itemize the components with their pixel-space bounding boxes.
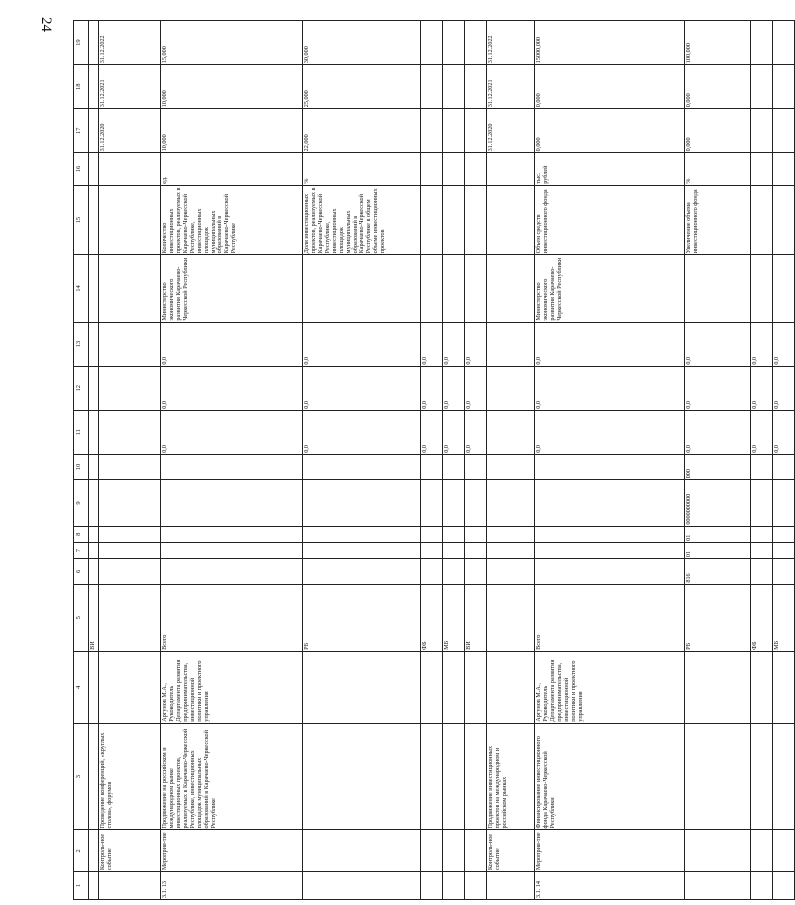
column-header-11: 11 — [74, 410, 89, 454]
cell-col-7 — [442, 542, 464, 558]
cell-col-11: 0,0 — [684, 410, 750, 454]
cell-col-9 — [772, 480, 794, 526]
cell-col-19: 15,000 — [160, 21, 302, 65]
table-row — [534, 21, 684, 900]
program-measures-table — [73, 20, 795, 900]
cell-col-13: 0,0 — [684, 322, 750, 366]
cell-col-1 — [684, 872, 750, 900]
cell-col-7 — [534, 542, 684, 558]
cell-col-16 — [420, 153, 442, 185]
cell-col-1 — [772, 872, 794, 900]
cell-col-13: 0,0 — [442, 322, 464, 366]
cell-col-8 — [442, 526, 464, 542]
cell-col-9 — [442, 480, 464, 526]
cell-col-5 — [486, 584, 534, 651]
cell-col-19: 15000,000 — [534, 21, 684, 65]
cell-col-7 — [464, 542, 486, 558]
column-header-9: 9 — [74, 480, 89, 526]
cell-col-4: Аргунов М.А., Руководитель Департамента развития предпринимательства, инвестиционной политики и проектного управления — [534, 651, 684, 723]
cell-col-2: Контроль-ное событие — [98, 830, 160, 872]
cell-col-16 — [442, 153, 464, 185]
column-header-3: 3 — [74, 723, 89, 830]
cell-col-5: ФБ — [420, 584, 442, 651]
cell-col-2 — [464, 830, 486, 872]
cell-col-6 — [89, 559, 99, 585]
cell-col-14 — [420, 255, 442, 322]
cell-col-9 — [486, 480, 534, 526]
cell-col-8 — [89, 526, 99, 542]
rotated-table-page — [73, 20, 780, 900]
cell-col-4 — [442, 651, 464, 723]
cell-col-15 — [464, 185, 486, 255]
table-row — [98, 21, 160, 900]
cell-col-19 — [750, 21, 772, 65]
cell-col-13: 0,0 — [302, 322, 420, 366]
cell-col-10 — [772, 454, 794, 480]
cell-col-12: 0,0 — [534, 366, 684, 410]
table-row — [684, 21, 750, 900]
cell-col-16: тыс. рублей — [534, 153, 684, 185]
cell-col-17 — [420, 109, 442, 153]
cell-col-15 — [89, 185, 99, 255]
cell-col-8 — [98, 526, 160, 542]
cell-col-1 — [98, 872, 160, 900]
cell-col-7 — [302, 542, 420, 558]
cell-col-1: 3.1. 14 — [534, 872, 684, 900]
cell-col-8 — [534, 526, 684, 542]
cell-col-12: 0,0 — [160, 366, 302, 410]
cell-col-12: 0,0 — [302, 366, 420, 410]
cell-col-8: 01 — [684, 526, 750, 542]
cell-col-10 — [160, 454, 302, 480]
cell-col-3: Финансирование инвестиционного фонда Карачаево-Черкесской Республики — [534, 723, 684, 830]
cell-col-9 — [160, 480, 302, 526]
cell-col-2 — [684, 830, 750, 872]
cell-col-18: 25,000 — [302, 65, 420, 109]
cell-col-4 — [98, 651, 160, 723]
cell-col-5 — [98, 584, 160, 651]
cell-col-1: 3.1. 13 — [160, 872, 302, 900]
cell-col-17 — [89, 109, 99, 153]
cell-col-14 — [302, 255, 420, 322]
cell-col-14 — [486, 255, 534, 322]
cell-col-15: Объем средств инвестиционного фонда — [534, 185, 684, 255]
cell-col-18: 10,000 — [160, 65, 302, 109]
cell-col-1 — [464, 872, 486, 900]
cell-col-5: РБ — [684, 584, 750, 651]
cell-col-10 — [486, 454, 534, 480]
column-header-15: 15 — [74, 185, 89, 255]
cell-col-7 — [486, 542, 534, 558]
cell-col-1 — [442, 872, 464, 900]
cell-col-19: 31.12.2022 — [98, 21, 160, 65]
cell-col-2: Мероприя-тие — [160, 830, 302, 872]
cell-col-9 — [534, 480, 684, 526]
cell-col-2 — [772, 830, 794, 872]
cell-col-4 — [486, 651, 534, 723]
cell-col-14 — [750, 255, 772, 322]
cell-col-3 — [684, 723, 750, 830]
cell-col-15 — [486, 185, 534, 255]
cell-col-18: 0,000 — [684, 65, 750, 109]
cell-col-11: 0,0 — [160, 410, 302, 454]
cell-col-3: Продвижение инвестиционных проектов на международном и российском рынках — [486, 723, 534, 830]
cell-col-9 — [89, 480, 99, 526]
cell-col-5: Всего — [534, 584, 684, 651]
cell-col-6 — [534, 559, 684, 585]
cell-col-13: 0,0 — [464, 322, 486, 366]
cell-col-10 — [464, 454, 486, 480]
cell-col-6: 816 — [684, 559, 750, 585]
cell-col-3 — [464, 723, 486, 830]
cell-col-2: Мероприя-тие — [534, 830, 684, 872]
cell-col-12: 0,0 — [464, 366, 486, 410]
column-header-14: 14 — [74, 255, 89, 322]
cell-col-15 — [420, 185, 442, 255]
cell-col-16: % — [684, 153, 750, 185]
cell-col-10 — [442, 454, 464, 480]
column-header-10: 10 — [74, 454, 89, 480]
cell-col-11 — [486, 410, 534, 454]
cell-col-12 — [486, 366, 534, 410]
cell-col-13: 0,0 — [420, 322, 442, 366]
cell-col-16: % — [302, 153, 420, 185]
cell-col-8 — [750, 526, 772, 542]
cell-col-4 — [750, 651, 772, 723]
cell-col-4 — [772, 651, 794, 723]
cell-col-2 — [420, 830, 442, 872]
cell-col-14: Министерство экономического развития Карачаево-Черкесской Республики — [534, 255, 684, 322]
cell-col-13: 0,0 — [750, 322, 772, 366]
column-header-12: 12 — [74, 366, 89, 410]
cell-col-14 — [442, 255, 464, 322]
cell-col-6 — [302, 559, 420, 585]
cell-col-7 — [750, 542, 772, 558]
cell-col-6 — [420, 559, 442, 585]
cell-col-12: 0,0 — [772, 366, 794, 410]
cell-col-5: ФБ — [750, 584, 772, 651]
cell-col-9 — [750, 480, 772, 526]
cell-col-9 — [420, 480, 442, 526]
cell-col-17: 0,000 — [534, 109, 684, 153]
cell-col-8 — [160, 526, 302, 542]
cell-col-17: 10,000 — [160, 109, 302, 153]
cell-col-16 — [464, 153, 486, 185]
cell-col-8 — [772, 526, 794, 542]
cell-col-5: РБ — [302, 584, 420, 651]
cell-col-13: 0,0 — [772, 322, 794, 366]
cell-col-8 — [464, 526, 486, 542]
cell-col-3 — [772, 723, 794, 830]
cell-col-17 — [442, 109, 464, 153]
cell-col-2 — [442, 830, 464, 872]
cell-col-19 — [420, 21, 442, 65]
cell-col-12: 0,0 — [684, 366, 750, 410]
cell-col-14 — [464, 255, 486, 322]
cell-col-18 — [89, 65, 99, 109]
cell-col-13 — [89, 322, 99, 366]
cell-col-1 — [750, 872, 772, 900]
cell-col-10 — [420, 454, 442, 480]
cell-col-6 — [772, 559, 794, 585]
cell-col-3 — [420, 723, 442, 830]
cell-col-17: 0,000 — [684, 109, 750, 153]
cell-col-12: 0,0 — [442, 366, 464, 410]
cell-col-11: 0,0 — [302, 410, 420, 454]
cell-col-19 — [772, 21, 794, 65]
cell-col-14 — [772, 255, 794, 322]
cell-col-10 — [750, 454, 772, 480]
cell-col-2 — [750, 830, 772, 872]
page-number: 24 — [38, 17, 54, 32]
table-row — [750, 21, 772, 900]
cell-col-7 — [772, 542, 794, 558]
cell-col-5: Всего — [160, 584, 302, 651]
cell-col-4 — [302, 651, 420, 723]
header-row — [74, 21, 89, 900]
cell-col-11 — [98, 410, 160, 454]
cell-col-8 — [486, 526, 534, 542]
cell-col-17 — [772, 109, 794, 153]
cell-col-18 — [420, 65, 442, 109]
cell-col-5: ВИ — [464, 584, 486, 651]
cell-col-2 — [302, 830, 420, 872]
table-row — [420, 21, 442, 900]
cell-col-12: 0,0 — [420, 366, 442, 410]
cell-col-3: Проведение конференций, «круглых столов», форумов — [98, 723, 160, 830]
column-header-16: 16 — [74, 153, 89, 185]
cell-col-7 — [89, 542, 99, 558]
cell-col-6 — [464, 559, 486, 585]
cell-col-4: Аргунов М.А., Руководитель Департамента развития предпринимательства, инвестиционной политики и проектного управления — [160, 651, 302, 723]
cell-col-18 — [464, 65, 486, 109]
cell-col-1 — [486, 872, 534, 900]
column-header-5: 5 — [74, 584, 89, 651]
column-header-19: 19 — [74, 21, 89, 65]
cell-col-9 — [302, 480, 420, 526]
cell-col-3 — [750, 723, 772, 830]
column-header-6: 6 — [74, 559, 89, 585]
column-header-8: 8 — [74, 526, 89, 542]
table-row — [442, 21, 464, 900]
cell-col-7 — [98, 542, 160, 558]
cell-col-19 — [89, 21, 99, 65]
cell-col-9: 0000000000 — [684, 480, 750, 526]
column-header-13: 13 — [74, 322, 89, 366]
cell-col-3 — [89, 723, 99, 830]
cell-col-13: 0,0 — [534, 322, 684, 366]
cell-col-13 — [486, 322, 534, 366]
table-row — [89, 21, 99, 900]
column-header-7: 7 — [74, 542, 89, 558]
column-header-18: 18 — [74, 65, 89, 109]
cell-col-5: МБ — [772, 584, 794, 651]
table-row — [302, 21, 420, 900]
cell-col-16: ед. — [160, 153, 302, 185]
cell-col-3: Продвижение на российском и международном рынке инвестиционных проектов, реализуемых в Карачаево-Черкесской Республике, инвестиционных площадок муниципальных образований в Карачаево-Черкесской Республике — [160, 723, 302, 830]
cell-col-11: 0,0 — [772, 410, 794, 454]
cell-col-18: 31.12.2021 — [486, 65, 534, 109]
cell-col-10 — [98, 454, 160, 480]
cell-col-17: 31.12.2020 — [98, 109, 160, 153]
cell-col-4 — [464, 651, 486, 723]
cell-col-17: 22,000 — [302, 109, 420, 153]
table-row — [464, 21, 486, 900]
column-header-2: 2 — [74, 830, 89, 872]
cell-col-15: Количество инвестиционных проектов, реализуемых в Карачаево-Черкесской Республике, инвестиционных площадок муниципальных образований в Карачаево-Черкесской Республике — [160, 185, 302, 255]
cell-col-18 — [442, 65, 464, 109]
cell-col-14: Министерство экономического развития Карачаево-Черкесской Республики — [160, 255, 302, 322]
cell-col-19 — [442, 21, 464, 65]
cell-col-10 — [302, 454, 420, 480]
cell-col-1 — [89, 872, 99, 900]
cell-col-3 — [302, 723, 420, 830]
table-row — [772, 21, 794, 900]
cell-col-18 — [750, 65, 772, 109]
cell-col-12 — [98, 366, 160, 410]
cell-col-17 — [750, 109, 772, 153]
cell-col-16 — [772, 153, 794, 185]
cell-col-1 — [420, 872, 442, 900]
cell-col-10 — [534, 454, 684, 480]
column-header-1: 1 — [74, 872, 89, 900]
cell-col-15: Доля инвестиционных проектов, реализуемых в Карачаево-Черкесской Республике, инвестиционных площадок муниципальных образований в Карачаево-Черкесской Республике в общем объеме инвестиционных проектов — [302, 185, 420, 255]
cell-col-16 — [750, 153, 772, 185]
cell-col-12: 0,0 — [750, 366, 772, 410]
cell-col-17 — [464, 109, 486, 153]
cell-col-9 — [464, 480, 486, 526]
cell-col-15 — [750, 185, 772, 255]
cell-col-4 — [89, 651, 99, 723]
cell-col-11: 0,0 — [464, 410, 486, 454]
cell-col-18: 31.12.2021 — [98, 65, 160, 109]
cell-col-6 — [486, 559, 534, 585]
cell-col-7 — [420, 542, 442, 558]
table-row — [486, 21, 534, 900]
cell-col-10 — [89, 454, 99, 480]
table-row — [160, 21, 302, 900]
cell-col-6 — [98, 559, 160, 585]
cell-col-10: 000 — [684, 454, 750, 480]
cell-col-6 — [160, 559, 302, 585]
cell-col-14 — [684, 255, 750, 322]
cell-col-14 — [89, 255, 99, 322]
cell-col-19: 31.12.2022 — [486, 21, 534, 65]
cell-col-16 — [98, 153, 160, 185]
cell-col-8 — [302, 526, 420, 542]
cell-col-1 — [302, 872, 420, 900]
cell-col-15 — [442, 185, 464, 255]
cell-col-15 — [98, 185, 160, 255]
cell-col-9 — [98, 480, 160, 526]
cell-col-8 — [420, 526, 442, 542]
cell-col-17: 31.12.2020 — [486, 109, 534, 153]
cell-col-16 — [486, 153, 534, 185]
cell-col-12 — [89, 366, 99, 410]
cell-col-14 — [98, 255, 160, 322]
cell-col-11 — [89, 410, 99, 454]
cell-col-16 — [89, 153, 99, 185]
cell-col-6 — [750, 559, 772, 585]
cell-col-15: Увеличение объема инвестиционного фонда — [684, 185, 750, 255]
cell-col-19 — [464, 21, 486, 65]
cell-col-11: 0,0 — [750, 410, 772, 454]
cell-col-13 — [98, 322, 160, 366]
cell-col-19: 100,000 — [684, 21, 750, 65]
cell-col-6 — [442, 559, 464, 585]
cell-col-7 — [160, 542, 302, 558]
cell-col-2 — [89, 830, 99, 872]
cell-col-18 — [772, 65, 794, 109]
column-header-17: 17 — [74, 109, 89, 153]
cell-col-11: 0,0 — [420, 410, 442, 454]
cell-col-11: 0,0 — [534, 410, 684, 454]
cell-col-2: Контроль-ное событие — [486, 830, 534, 872]
cell-col-7: 01 — [684, 542, 750, 558]
cell-col-11: 0,0 — [442, 410, 464, 454]
cell-col-5: МБ — [442, 584, 464, 651]
cell-col-13: 0,0 — [160, 322, 302, 366]
cell-col-3 — [442, 723, 464, 830]
cell-col-15 — [772, 185, 794, 255]
cell-col-4 — [420, 651, 442, 723]
cell-col-5: ВИ — [89, 584, 99, 651]
cell-col-18: 0,000 — [534, 65, 684, 109]
cell-col-19: 30,000 — [302, 21, 420, 65]
column-header-4: 4 — [74, 651, 89, 723]
cell-col-4 — [684, 651, 750, 723]
